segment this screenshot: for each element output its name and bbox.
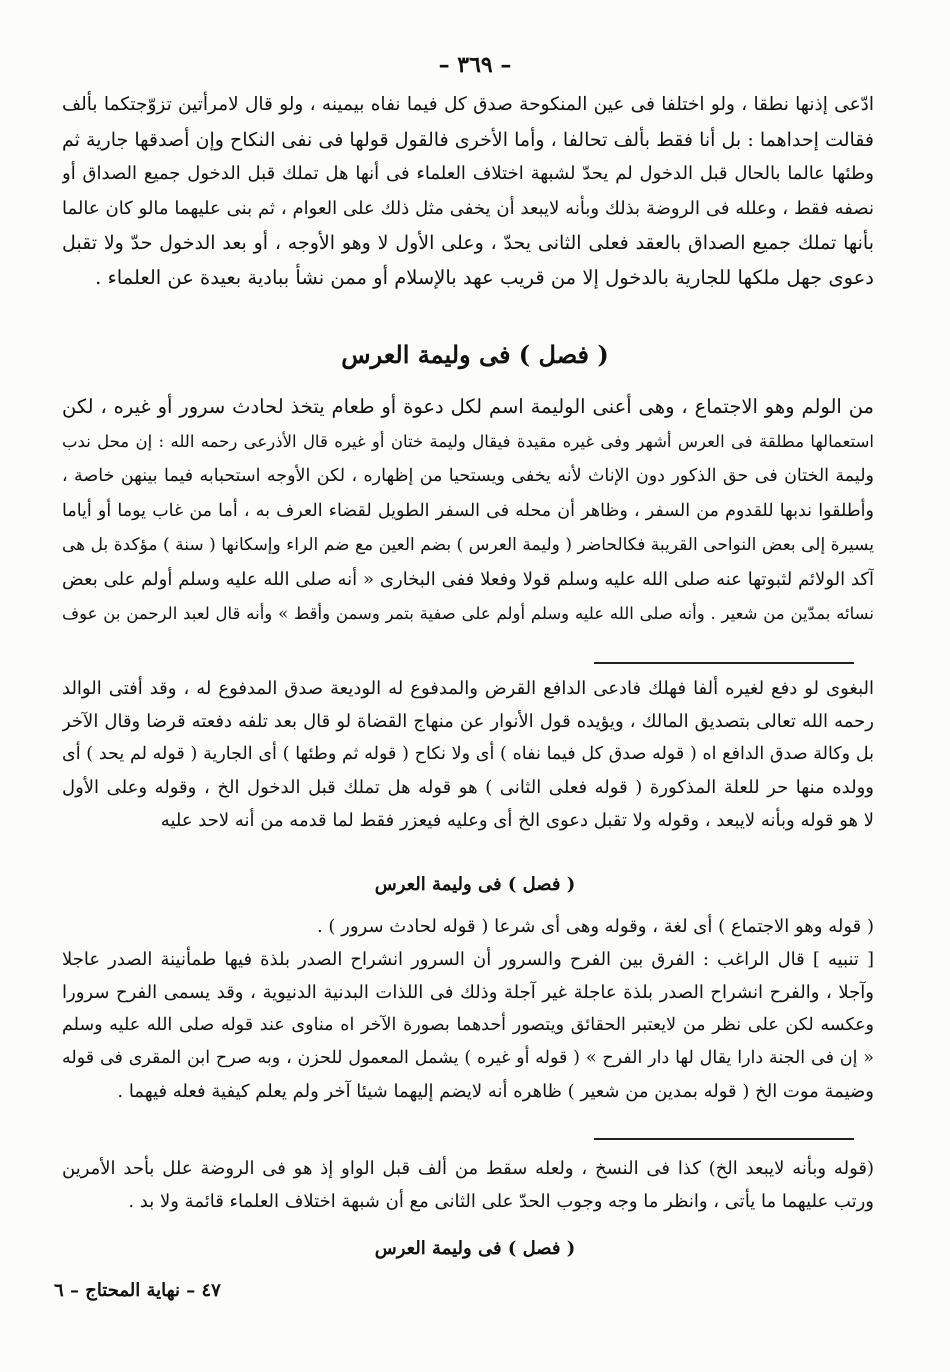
section-heading: ( فصل ) فى وليمة العرس — [341, 340, 609, 369]
main-line: وليمة الختان فى حق الذكور دون الإناث لأنه يخفى ويستحيا من إظهاره ، لكن الأوجه استحبابه فيما بينهن خاصة ، — [62, 466, 874, 486]
main-line: نصفه فقط ، وعلله فى الروضة بذلك وبأنه لايبعد أن يخفى مثل ذلك على العوام ، ثم بنى عليهما مالو كان عالما — [62, 197, 874, 219]
volume-signature: ٤٧ – نهاية المحتاج – ٦ — [54, 1280, 221, 1301]
main-line: وطئها عالما بالحال قبل الدخول لم يحدّ لشبهة اختلاف العلماء فى أنها هل تملك قبل الدخول جميع الصداق أو — [62, 163, 874, 184]
commentary-block — [62, 672, 874, 837]
commentary-line: لا هو قوله وبأنه لايبعد ، وقوله ولا تقبل دعوى الخ أى وعليه فيعزر فقط لما قدمه من أنه لاحد عليه — [160, 810, 874, 831]
footnote-line: (قوله وبأنه لايبعد الخ) كذا فى النسخ ، ولعله سقط من ألف قبل الواو إذ هو فى الروضة علل بأحد الأمرين — [62, 1158, 874, 1179]
main-line: نسائه بمدّين من شعير . وأنه صلى الله عليه وسلم أولم على صفية بتمر وسمن وأقط » وأنه قال لعبد الرحمن بن عوف — [62, 604, 874, 623]
commentary-line: وآجلا ، والفرح انشراح الصدر بلذة عاجلة غير آجلة وذلك فى اللذات البدنية الدنيوية ، وقد يسمى الفرح سرورا — [62, 982, 874, 1003]
page-number: – ٣٦٩ – — [438, 52, 512, 78]
commentary-line: ( قوله وهو الاجتماع ) أى لغة ، وقوله وهى أى شرعا ( قوله لحادث سرور ) . — [316, 916, 874, 937]
commentary-line: « إن فى الجنة دارا يقال لها دار الفرح » ( قوله أو غيره ) يشمل المعمول للحزن ، وبه صرح ابن المقرى فى قوله — [62, 1048, 874, 1068]
commentary-line: وعكسه لكن على نظر من لايعتبر الحقائق ويتصور أحدهما بصورة الآخر اه مناوى عند قوله صلى الله عليه وسلم — [62, 1015, 874, 1035]
main-line: ادّعى إذنها نطقا ، ولو اختلفا فى عين المنكوحة صدق كل فيما نفاه بيمينه ، ولو قال لامرأتين تزوّجتكما بألف — [62, 94, 874, 115]
footnote-block — [62, 1152, 874, 1218]
commentary-line: البغوى لو دفع لغيره ألفا فهلك فادعى الدافع القرض والمدفوع له الوديعة صدق المدفوع له ، وقد أفتى الوالد — [62, 678, 874, 699]
main-line: دعوى جهل ملكها للجارية بالدخول إلا من قريب عهد بالإسلام أو ممن نشأ ببادية بعيدة عن العلماء . — [95, 265, 874, 289]
main-line: آكد الولائم لثبوتها عنه صلى الله عليه وسلم قولا وفعلا ففى البخارى « أنه صلى الله عليه وسلم أولم على بعض — [62, 568, 874, 590]
main-line: بأنها تملك جميع الصداق بالعقد فعلى الثانى يحدّ ، وعلى الأول لا وهو الأوجه ، أو بعد الدخول حدّ ولا تقبل — [62, 232, 874, 254]
separator-rule — [594, 662, 854, 664]
commentary-line: وضيمة موت الخ ( قوله بمدين من شعير ) ظاهره أنه لايضم إليهما شيئا آخر ولم يعلم كيفية فعله فيهما . — [117, 1081, 874, 1102]
commentary-block-2 — [62, 910, 874, 1108]
main-line: فقالت إحداهما : بل أنا فقط بألف تحالفا ، وأما الأخرى فالقول قولها فى نفى النكاح وإن أصدقها جارية ثم — [62, 128, 874, 151]
main-line: وأطلقوا ندبها للقدوم من السفر ، وظاهر أن محله فى السفر الطويل لقضاء العرف به ، أما من غاب يوما أو أياما — [62, 500, 874, 521]
footnote-line: ورتب عليهما ما يأتى ، وانظر ما وجه وجوب الحدّ على الثانى مع أن شبهة اختلاف العلماء قائمة ولا بد . — [128, 1191, 874, 1212]
commentary-line: بل وكالة صدق الدافع اه ( قوله صدق كل فيما نفاه ) أى ولا نكاح ( قوله ثم وطئها ) أى الجارية ( قوله لم يحد ) أى — [62, 744, 874, 764]
separator-rule — [594, 1138, 854, 1140]
commentary-line: وولده منها حر للعلة المذكورة ( قوله فعلى الثانى ) هو قوله هل تملك قبل الدخول الخ ، وقوله وعلى الأول — [62, 777, 874, 798]
footnote-heading: ( فصل ) فى وليمة العرس — [374, 1238, 576, 1259]
main-text-block-2 — [62, 390, 874, 632]
main-line: استعمالها مطلقة فى العرس أشهر وفى غيره مقيدة فيقال وليمة ختان أو غيره قال الأذرعى رحمه الله : إن محل ندب — [62, 431, 874, 451]
commentary-line: رحمه الله تعالى بتصديق المالك ، ويؤيده قول الأنوار عن منهاج القضاة لو قال بعد تلفه دفعته قرضا وقال الآخر — [62, 711, 874, 732]
commentary-line: [ تنبيه ] قال الراغب : الفرق بين الفرح والسرور أن السرور انشراح الصدر بلذة فيها طمأنينة الصدر عاجلا — [62, 949, 874, 970]
main-line: يسيرة إلى بعض النواحى القريبة فكالحاضر ( وليمة العرس ) بضم العين مع ضم الراء وإسكانها ( سنة ) مؤكدة بل هى — [62, 535, 874, 555]
main-line: من الولم وهو الاجتماع ، وهى أعنى الوليمة اسم لكل دعوة أو طعام يتخذ لحادث سرور أو غيره ، لكن — [62, 395, 874, 418]
commentary-heading: ( فصل ) فى وليمة العرس — [374, 874, 576, 895]
main-text-block — [62, 88, 874, 295]
